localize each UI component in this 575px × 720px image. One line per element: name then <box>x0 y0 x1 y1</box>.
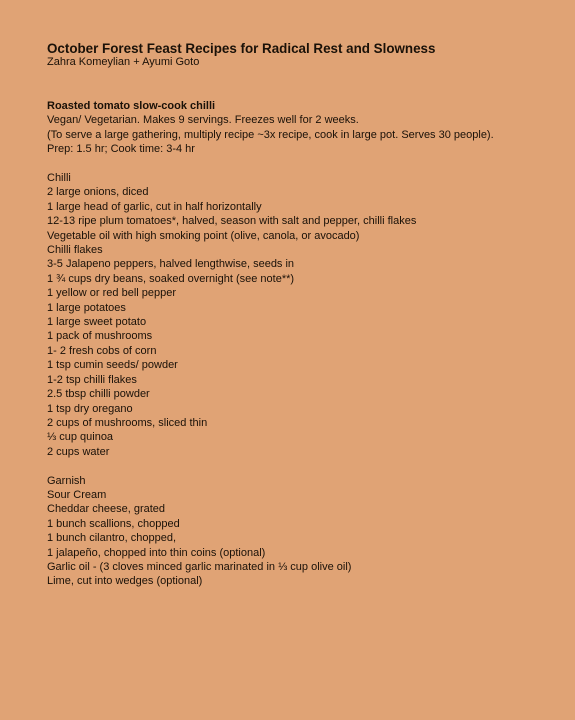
garnish-item: Sour Cream <box>47 488 107 501</box>
recipe-intro-line: Vegan/ Vegetarian. Makes 9 servings. Freezes well for 2 weeks. <box>47 114 359 127</box>
ingredient-item: 1- 2 fresh cobs of corn <box>47 344 157 357</box>
document-authors: Zahra Komeylian + Ayumi Goto <box>47 56 200 68</box>
ingredient-item: 1 yellow or red bell pepper <box>47 287 177 300</box>
garnish-item: 1 bunch scallions, chopped <box>47 517 180 530</box>
ingredient-item: 1 large sweet potato <box>47 316 147 329</box>
garnish-item: Garlic oil - (3 cloves minced garlic marinated in ⅓ cup olive oil) <box>47 560 352 573</box>
document-body <box>47 41 567 588</box>
document-title: October Forest Feast Recipes for Radical Rest and Slowness <box>47 41 436 56</box>
garnish-item: Cheddar cheese, grated <box>47 503 166 516</box>
ingredient-item: Chilli flakes <box>47 244 103 257</box>
ingredient-item: 1-2 tsp chilli flakes <box>47 373 137 386</box>
garnish-list <box>47 488 494 589</box>
ingredient-item: 1 pack of mushrooms <box>47 330 153 343</box>
recipe-intro-line: (To serve a large gathering, multiply recipe ~3x recipe, cook in large pot. Serves 30 people). <box>47 128 494 141</box>
ingredient-item: 1 ¾ cups dry beans, soaked overnight (see note**) <box>47 272 295 285</box>
recipe-section <box>47 99 494 589</box>
ingredient-item: 1 tsp dry oregano <box>47 402 133 415</box>
ingredient-item: 2 large onions, diced <box>47 186 149 199</box>
ingredient-item: 2 cups of mushrooms, sliced thin <box>47 416 208 429</box>
ingredient-item: 12-13 ripe plum tomatoes*, halved, season with salt and pepper, chilli flakes <box>47 215 417 228</box>
ingredient-item: 3-5 Jalapeno peppers, halved lengthwise, seeds in <box>47 258 295 271</box>
chilli-ingredient-list <box>47 185 494 459</box>
ingredient-item: 2.5 tbsp chilli powder <box>47 388 150 401</box>
ingredient-item: Vegetable oil with high smoking point (olive, canola, or avocado) <box>47 229 360 242</box>
garnish-item: 1 bunch cilantro, chopped, <box>47 532 177 545</box>
ingredient-item: 2 cups water <box>47 445 110 458</box>
garnish-item: 1 jalapeño, chopped into thin coins (optional) <box>47 546 266 559</box>
ingredient-item: ⅓ cup quinoa <box>47 431 114 444</box>
ingredient-item: 1 tsp cumin seeds/ powder <box>47 359 178 372</box>
garnish-item: Lime, cut into wedges (optional) <box>47 575 203 588</box>
recipe-title: Roasted tomato slow-cook chilli <box>47 100 216 112</box>
garnish-heading: Garnish <box>47 474 86 487</box>
spacer <box>47 459 494 473</box>
chilli-heading: Chilli <box>47 172 71 185</box>
recipe-intro-line: Prep: 1.5 hr; Cook time: 3-4 hr <box>47 143 195 156</box>
ingredient-item: 1 large head of garlic, cut in half horizontally <box>47 200 262 213</box>
spacer <box>47 157 494 171</box>
ingredient-item: 1 large potatoes <box>47 301 126 314</box>
